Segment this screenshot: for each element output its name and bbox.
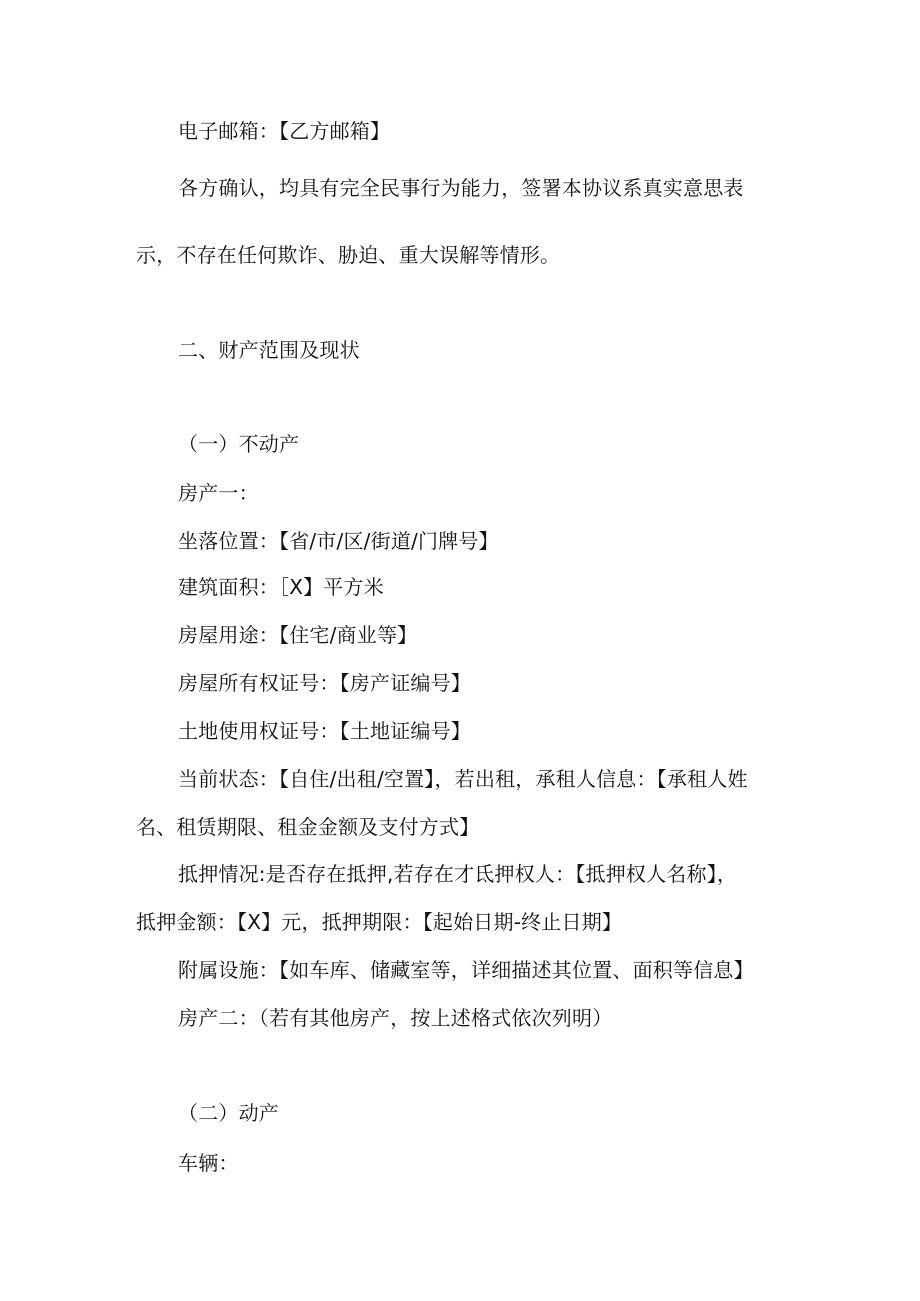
facilities-line: 附属设施：【如车库、储藏室等，详细描述其位置、面积等信息】	[178, 958, 754, 982]
property-two-line: 房产二：（若有其他房产，按上述格式依次列明）	[178, 1006, 613, 1030]
mortgage-line-2: 抵押金额：【X】元，抵押期限：【起始日期-终止日期】	[136, 910, 623, 934]
building-area-line: 建筑面积：［X】平方米	[178, 575, 384, 599]
subsection-heading-movable: （二）动产	[178, 1101, 279, 1125]
usage-line: 房屋用途：【住宅/商业等】	[178, 623, 418, 647]
confirmation-line-2: 示，不存在任何欺诈、胁迫、重大误解等情形。	[136, 243, 561, 267]
status-line-2: 名、租赁期限、租金金额及支付方式】	[136, 815, 480, 839]
confirmation-line-1: 各方确认，均具有完全民事行为能力，签署本协议系真实意思表	[178, 176, 744, 200]
mortgage-line-1: 抵押情况:是否存在抵押,若存在才氐押权人：【抵押权人名称】，	[178, 862, 738, 886]
land-cert-line: 土地使用权证号：【土地证编号】	[178, 719, 471, 743]
subsection-heading-real-estate: （一）不动产	[178, 432, 300, 456]
property-one-label: 房产一：	[178, 481, 259, 505]
section-heading-property-scope: 二、财产范围及现状	[178, 338, 360, 362]
vehicle-label: 车辆：	[178, 1151, 239, 1175]
status-line-1: 当前状态：【自住/出租/空置】，若出租，承租人信息：【承租人姓	[178, 767, 748, 791]
location-line: 坐落位置：【省/市/区/街道/门牌号】	[178, 529, 499, 553]
email-line: 电子邮箱：【乙方邮箱】	[178, 119, 391, 143]
ownership-cert-line: 房屋所有权证号：【房产证编号】	[178, 671, 471, 695]
